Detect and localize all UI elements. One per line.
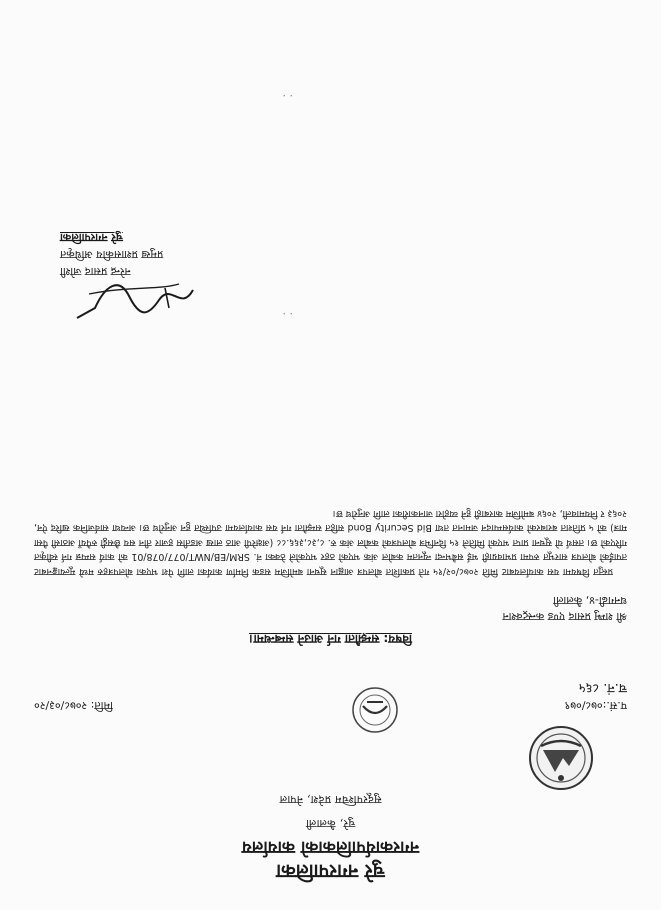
province-name: सुदूरपश्चिम प्रदेश, नेपाल xyxy=(279,793,382,806)
office-location: चुरे, कैलाली xyxy=(305,817,356,830)
dispatch-number: च.नं. ८६५ xyxy=(578,680,627,695)
office-seal-icon xyxy=(351,686,399,734)
org-name: चुरे नगरपालिका xyxy=(276,860,385,882)
signatory-org: चुरे नगरपालिका xyxy=(60,231,123,244)
signatory-name: नरेन्द्र प्रसाद जोशी xyxy=(60,265,131,278)
scan-dots-lower: · · xyxy=(282,89,293,102)
signatory-title: प्रमुख प्रशासकीय अधिकृत xyxy=(60,248,164,261)
letterhead xyxy=(0,787,661,883)
nepal-emblem-icon xyxy=(527,724,595,792)
addressee-address: धनगढी-४, कैलाली xyxy=(553,594,627,607)
letter-date: मिति: २०७८/०३/२० xyxy=(34,699,113,712)
letter-number: प.सं.:०७८/०७९ xyxy=(564,699,627,712)
scan-dots: · · xyxy=(282,307,293,320)
letter-subject: विषय: सम्झौता गर्न आउने सम्बन्धमा। xyxy=(249,632,412,646)
office-name: नगरकार्यपालिकाको कार्यालय xyxy=(241,837,420,857)
letter-body: प्रस्तुत विषयमा यस कार्यालयबाट मिति २०७८/०२/१५ गते प्रकाशित बोलपत्र आह्वान सूचना बमोजिम सडक निर्माण कार्यका लागि पेश भएका बोलपत्रहरु मध्ये मूल्याङ्कनबाट तपाईंको बोलपत्र सारभूत रुपमा प्रभावग्राही भई सबैभन्दा न्यूनतम कबोल अंक भएको ठहर भएकोले ठेक्का नं. SRM/EB/NWT/077/078/01 को कार्य सम्पन्न गर्न स्वीकृत गरिएको छ। तसर्थ यो सूचना प्राप्त भएको मितिले १५ दिनभित्र बोलपत्रको कबोल अंक रु. ८,३८,३६६.८८ (अक्षरेपी आठ लाख अडतीस हजार तीन सय छैसट्ठी रुपैयाँ अठासी पैसा मात्र) को ५ प्रतिशत बराबरको कार्यसम्पादन जमानत तथा Bid Security Bond सहित सम्झौता गर्न यस कार्यालयमा उपस्थित हुन अनुरोध छ। अन्यथा सार्वजनिक खरिद ऐन, २०६३ र नियमावली, २०६४ बमोजिम कारबाही हुने व्यहोरा जानकारीका लागि अनुरोध छ। xyxy=(34,507,627,577)
addressee-name: श्री शम्भु प्रसाद एण्ड कन्स्ट्रक्शन xyxy=(502,610,627,623)
signature-icon xyxy=(69,274,199,330)
signatory-block xyxy=(60,229,163,280)
